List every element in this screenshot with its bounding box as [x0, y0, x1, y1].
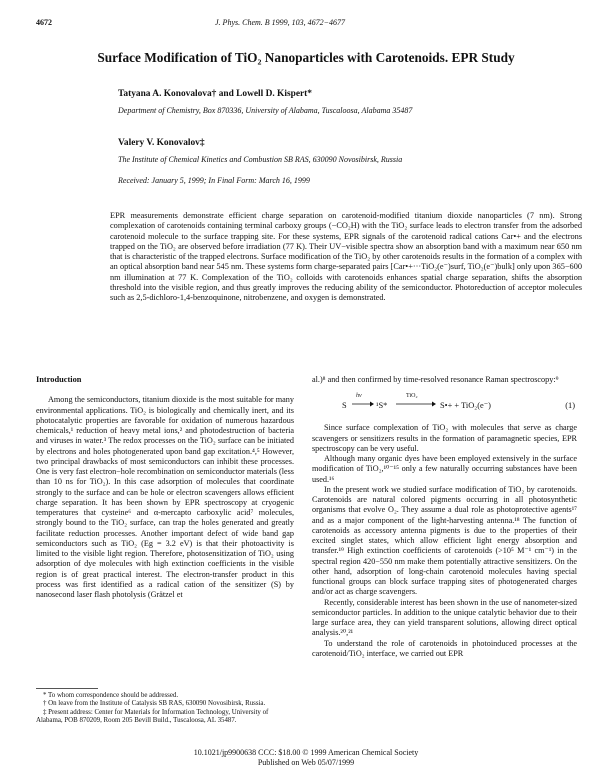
equation-number: (1): [565, 401, 575, 411]
equation-rhs: S•+ + TiO₂(e⁻): [440, 401, 491, 411]
received-dates: Received: January 5, 1999; In Final Form: March 16, 1999: [118, 176, 310, 185]
paragraph: Recently, considerable interest has been shown in the use of nanometer-sized semiconductor particles. In addition to the unique catalytic behavior due to their large surface area, they can yield transparent solutions, allowing direct optical analysis.²⁰,²¹: [312, 597, 577, 638]
footnote-divider: [36, 688, 98, 689]
paragraph-continued: al.)⁸ and then confirmed by time-resolved resonance Raman spectroscopy:⁹: [312, 375, 559, 384]
paragraph: Among the semiconductors, titanium dioxide is the most suitable for many environmental applications. TiO₂ is biologically and chemically inert, and its photocatalytic properties are favorable for oxidation of numerous hazardous chemicals,¹ reduction of heavy metal ions,² and photodestruction of bacteria and viruses in water.³ The redox processes on the TiO₂ surface can be initiated by electrons and holes photogenerated upon band gap excitation.⁴,⁵ However, two principal drawbacks of most semiconductors can inhibit these processes. One is very fast electron−hole recombination on semiconductor materials (less than 10 ns for TiO₂). In this case adsorption of molecules that coordinate strongly to the surface and can be hole or electron scavengers allows efficient charge separation. It has been shown by EPR spectroscopy at cryogenic temperatures that cysteine⁶ and α-mercapto carboxylic acid⁷ molecules, strongly bound to the TiO₂ surface, can trap the holes generated and greatly facilitate reduction processes. Another important defect of wide band gap semiconductors such as TiO₂ (Eg = 3.2 eV) is that their photoactivity is limited to the visible light region. Therefore, photosensitization of TiO₂ using adsorption of dye molecules with high extinction coefficients in the visible region is of great practical interest. The electron-transfer product in this process was first identified as a radical cation of the sensitizer (S) by nanosecond laser flash photolysis (Grätzel et: [36, 395, 294, 599]
article-title: Surface Modification of TiO₂ Nanoparticles with Carotenoids. EPR Study: [97, 50, 515, 65]
equation-lhs: S: [342, 401, 347, 411]
equation-arrow-label-1: hν: [356, 393, 362, 400]
footnote: † On leave from the Institute of Catalysis SB RAS, 630090 Novosibirsk, Russia.: [43, 700, 266, 708]
author-line-2: Valery V. Konovalov‡: [118, 138, 205, 148]
section-heading-introduction: Introduction: [36, 375, 82, 384]
equation-arrow-label-2: TiO₂: [406, 393, 418, 400]
paragraph: Although many organic dyes have been employed extensively in the surface modification of TiO₂,¹⁰⁻¹⁵ only a few naturally occurring substances have been used.¹⁶: [312, 454, 577, 484]
page-number: 4672: [36, 18, 52, 27]
abstract: EPR measurements demonstrate efficient charge separation on carotenoid-modified titanium dioxide nanoparticles (7 nm). Strong complexation of carotenoids containing terminal carboxy groups (−CO₂H) with the TiO₂ surface leads to electron transfer from the adsorbed carotenoid molecule to the surface trapping site. For these systems, EPR signals of the carotenoid radical cations Car•+ and the electrons trapped on the TiO₂ are observed before irradiation (77 K). Their UV−visible spectra show an absorption band with a maximum near 650 nm that is characteristic of the trapped electrons. Surface modification of the TiO₂ by other carotenoids results in the formation of a complex with an optical absorption band near 545 nm. These systems form charge-separated pairs [Car•+···TiO₂(e⁻)surf, TiO₂(e⁻)bulk] only upon 365−600 nm illumination at 77 K. Complexation of the TiO₂ colloids with carotenoids enhances spatial charge separation, shifts the absorption threshold into the visible region, and thus greatly improves the reducing ability of the semiconductor. Photoreduction of acceptor molecules such as 2,5-dichloro-1,4-benzoquinone, nitrobenzene, and oxygen is demonstrated.: [110, 211, 582, 303]
paragraph: Since surface complexation of TiO₂ with molecules that serve as charge scavengers or sensitizers results in the formation of paramagnetic species, EPR spectroscopy can be very useful.: [312, 423, 577, 453]
right-column: [312, 375, 577, 659]
equation-intermediate: ¹S*: [376, 401, 388, 411]
journal-citation: J. Phys. Chem. B 1999, 103, 4672−4677: [215, 18, 346, 27]
left-column: [36, 375, 294, 600]
footnotes: [36, 692, 294, 726]
affiliation-2: The Institute of Chemical Kinetics and Combustion SB RAS, 630090 Novosibirsk, Russia: [118, 155, 403, 164]
equation-1: [312, 389, 577, 417]
arrow-right-icon: [396, 399, 436, 412]
affiliation-1: Department of Chemistry, Box 870336, University of Alabama, Tuscaloosa, Alabama 35487: [118, 106, 413, 115]
footer-doi: 10.1021/jp9900638 CCC: $18.00 © 1999 American Chemical Society: [193, 748, 419, 757]
arrow-right-icon: [352, 399, 374, 412]
footnote: ‡ Present address: Center for Materials for Information Technology, University of Alabama, POB 870209, Room 205 Bevill Build., Tuscaloosa, AL 35487.: [36, 708, 269, 725]
author-line-1: Tatyana A. Konovalova† and Lowell D. Kispert*: [118, 89, 312, 99]
paragraph: In the present work we studied surface modification of TiO₂ by carotenoids. Carotenoids are natural colored pigments occurring in all photosynthetic organisms that evolve O₂. They assume a dual role as photoprotective agents¹⁷ and as a major component of the light-harvesting antenna.¹⁸ The function of carotenoids as accessory antenna pigments is due to the properties of their excited singlet states, which allow efficient light energy absorption and transfer.¹⁹ High extinction coefficients of carotenoids (>10⁵ M⁻¹ cm⁻¹) in the spectral region 420−550 nm make them potentially attractive sensitizers. On the other hand, adsorption of long-chain carotenoid molecules having special functional groups can block surface trapping sites of photogenerated charges and/or act as charge scavengers.: [312, 484, 577, 597]
footer-published: Published on Web 05/07/1999: [257, 758, 355, 767]
paragraph: To understand the role of carotenoids in photoinduced processes at the carotenoid/TiO₂ interface, we carried out EPR: [312, 638, 577, 658]
footnote: * To whom correspondence should be addressed.: [43, 692, 179, 699]
